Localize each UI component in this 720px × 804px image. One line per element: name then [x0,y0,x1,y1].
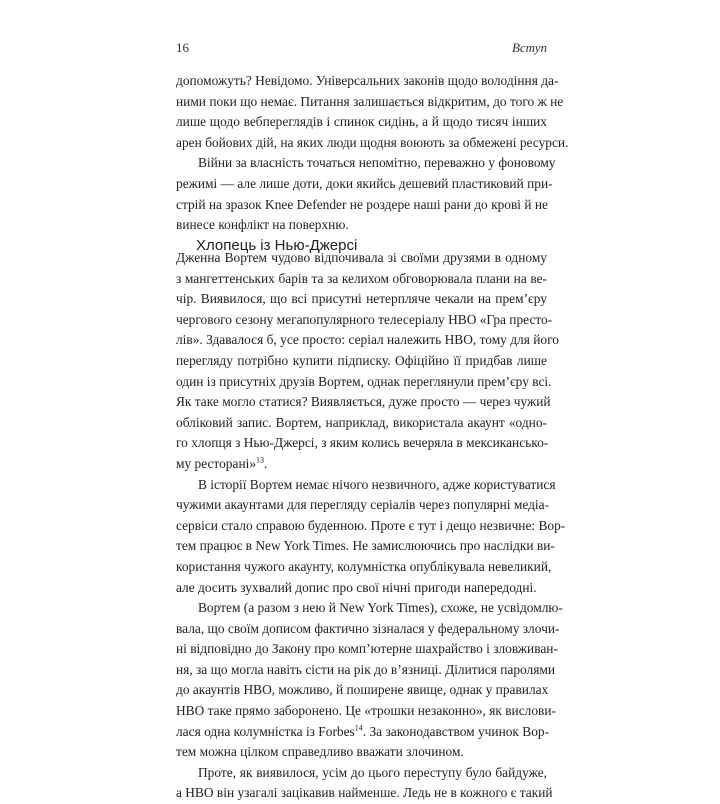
page-header [176,40,547,60]
text-line: ні відповідно до Закону про комп’ютерне шахрайство і зловживан- [176,641,558,657]
text-line: Проте, як виявилося, усім до цього переступу було байдуже, [198,764,547,780]
text-line: тем можна цілком справедливо вважати злочином. [176,744,464,760]
text-line: один із присутніх друзів Вортем, однак переглянули прем’єру всі. [176,373,552,389]
text-line: чужими акаунтами для перегляду серіалів через популярні медіа- [176,497,550,513]
text-fragment: му ресторані» [176,455,257,471]
text-line: ня, за що могла навіть сісти на рік до в’язниці. Ділитися паролями [176,661,556,677]
text-line: лів». Здавалося б, усе просто: серіал належить HBO, тому для його [176,332,559,348]
text-line: винесе конфлікт на поверхню. [176,217,349,233]
text-line: арен бойових дій, на яких люди щодня воюють за обмежені ресурси. [176,134,569,150]
footnote-marker: 14 [354,723,363,733]
text-line: але досить зухвалий допис про свої нічні пригоди напередодні. [176,579,537,595]
text-line: му ресторані»$^{13}$. [176,455,268,471]
text-line: тем працює в New York Times. Не замислюючись про наслідки ви- [176,538,555,554]
text-line: вала, що своїм дописом фактично зізналася у федеральному злочи- [176,620,560,636]
text-line: ними поки що немає. Питання залишається відкритим, до того ж не [176,93,564,109]
text-line: чергового сезону мегапопулярного телесеріалу HBO «Гра престо- [176,311,553,327]
paragraph-block-story [176,248,566,804]
text-line: допоможуть? Невідомо. Універсальних законів щодо володіння да- [176,73,559,88]
text-line: го хлопця з Нью-Джерсі, з яким колись вечеряла в мексикансько- [176,435,549,451]
text-line: перегляду потрібно купити підписку. Офіційно її придбав лише [176,352,547,368]
text-line: до акаунтів HBO, можливо, й поширене явище, однак у правилах [176,682,549,698]
page-number: 16 [176,40,189,55]
text-line: лише щодо вебпереглядів і спинок сидінь, а й щодо тисяч інших [176,114,547,130]
text-line: Війни за власність точаться непомітно, переважно у фоновому [198,155,556,171]
text-line: HBO таке прямо заборонено. Це «трошки незаконно», як вислови- [176,703,556,719]
text-fragment: . За законодавством учинок Вор- [362,723,550,739]
text-line: Дженна Вортем чудово відпочивала зі своїми друзями в одному [176,250,547,265]
text-line: стрій на зразок Knee Defender не роздере наші рани до крові й не [176,196,549,212]
text-line: обліковий запис. Вортем, наприклад, використала акаунт «одно- [176,414,547,430]
text-line: Як таке могло статися? Виявляється, дуже просто — через чужий [176,394,551,410]
text-line: чір. Виявилося, що всі присутні нетерпляче чекали на прем’єру [176,291,547,307]
text-line: а HBO він узагалі зацікавив найменше. Ледь не в кожного є такий [176,785,553,801]
footnote-marker: 13 [256,455,265,465]
text-line: з мангеттенських барів та за келихом обговорювала плани на ве- [176,270,547,286]
text-line: В історії Вортем немає нічого незвичного, адже користуватися [198,476,556,492]
text-line: режимі — але лише доти, доки якийсь дешевий пластиковий при- [176,175,553,191]
text-fragment: лася одна колумністка із Forbes [176,723,355,739]
text-line: сервіси стало справою буденною. Проте є тут і дещо незвичне: Вор- [176,517,566,533]
paragraph-block-intro [176,71,569,236]
section-heading: Хлопець із Нью-Джерсі [196,237,358,254]
running-title: Вступ [511,40,547,55]
text-line: користання чужого акаунту, колумністка опублікувала невеликий, [176,558,552,574]
text-line: Вортем (а разом з нею й New York Times), схоже, не усвідомлю- [198,600,563,616]
text-line [176,722,550,743]
